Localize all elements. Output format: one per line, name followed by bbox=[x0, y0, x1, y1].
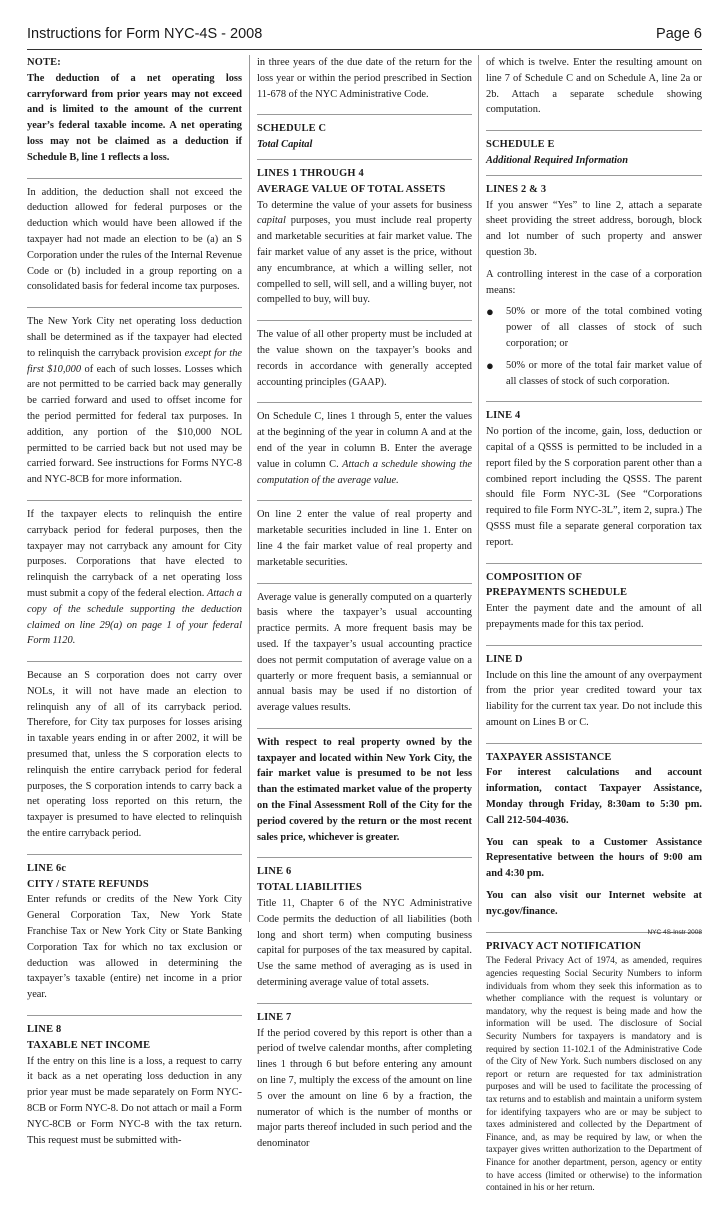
note-heading: NOTE: bbox=[27, 57, 61, 68]
section-heading: CITY / STATE REFUNDS bbox=[27, 878, 149, 890]
page-header bbox=[27, 26, 702, 46]
average-value-section bbox=[257, 590, 472, 729]
s-corp-section bbox=[27, 668, 242, 855]
paragraph: Enter the payment date and the amount of all prepayments made for this tax period. bbox=[486, 603, 702, 630]
privacy-act-section bbox=[486, 939, 702, 1206]
line-8-section bbox=[27, 1022, 242, 1160]
column-divider bbox=[249, 55, 250, 922]
note-text: The deduction of a net operating loss carryforward from prior years may not exceed and is limited to the amount of the current year’s federal taxable income. A net operating loss may not be claimed as a deduction if Schedule B, line 1 reflects a loss. bbox=[27, 72, 242, 163]
bullet-icon: ● bbox=[486, 357, 494, 373]
note-section bbox=[27, 55, 242, 179]
section-heading: LINE D bbox=[486, 653, 523, 665]
line-7-section bbox=[257, 1010, 472, 1164]
paragraph: The value of all other property must be included at the value shown on the taxpayer’s books and records in accordance with generally accepted accounting principles (GAAP). bbox=[257, 329, 472, 388]
section-heading: SCHEDULE E bbox=[486, 139, 555, 151]
section-heading: PRIVACY ACT NOTIFICATION bbox=[486, 940, 642, 952]
paragraph: The New York City net operating loss deduction shall be determined as if the taxpayer had elected to relinquish the carryback provision except for the first $10,000 of each of such losses. Losses which are not permitted to be carried back may generally be carried forward and used to offset income for the period permitted for federal tax purposes. In addition, any portion of the $10,000 NOL permitted to be carried back but not used may be carried forward. See instructions for Forms NYC-8 and NYC-8CB for more information. bbox=[27, 316, 243, 486]
paragraph: If you answer “Yes” to line 2, attach a separate sheet providing the street address, borough, block and lot number of such property and answer question 3b. bbox=[486, 199, 702, 258]
column-1 bbox=[27, 55, 243, 1146]
section-heading: LINES 2 & 3 bbox=[486, 183, 547, 195]
nol-carryback-section bbox=[27, 314, 242, 501]
paragraph: The Federal Privacy Act of 1974, as amended, requires agencies requesting Social Security Numbers to inform individuals from whom they seek this information as to whether compliance with the request is voluntary or mandatory, why the request is being made and how the information will be used. The disclosure of Social Security Numbers for taxpayers is mandatory and is required by section 11-102.1 of the Administrative Code of the City of New York. Such numbers disclosed on any report or return are requested for tax administration purposes and will be used to facilitate the processing of tax returns and to establish and maintain a uniform system for identifying taxpayers who are or may be subject to taxes administered and collected by the Department of Finance, and, as may be required by law, or when the taxpayer gives written authorization to the Department of Finance for another department, person, agency or entity to have access (limited or otherwise) to the information contained in his or her return. bbox=[486, 955, 702, 1193]
line-2-section bbox=[257, 507, 472, 583]
paragraph: If the entry on this line is a loss, a request to carry it back as a net operating loss deduction in any prior year must be made separately on Form NYC-8CB or Form NYC-8. Do not attach or mail a Form NYC-8CB or Form NYC-8 with the tax return. This request must be submitted with- bbox=[27, 1055, 242, 1146]
header-rule bbox=[27, 49, 702, 50]
bullet-icon: ● bbox=[486, 304, 494, 320]
section-heading: LINE 6c bbox=[27, 862, 67, 874]
schedule-e-section bbox=[486, 137, 702, 176]
section-heading: LINES 1 THROUGH 4 bbox=[257, 167, 364, 179]
bullet-text: 50% or more of the total fair market value of all classes of stock of such corporation. bbox=[506, 359, 702, 387]
footer-code: NYC 4S-Instr 2008 bbox=[647, 929, 702, 936]
column-2 bbox=[257, 55, 472, 1150]
paragraph: In addition, the deduction shall not exceed the deduction allowed for federal purposes or the deduction which would have been allowed if the taxpayer had not made an election to be (a) an S Corporation under the rules of the Internal Revenue Code or (b) included in a group reporting on a consolidated basis for federal income tax purposes. bbox=[27, 186, 242, 293]
paragraph: Enter refunds or credits of the New York City General Corporation Tax, New York State Franchise Tax or New York City or State Banking Corporation Tax for which no tax exclusion or deduction was allowed in determining the taxpayer’s taxable (entire) net income in a prior year. bbox=[27, 894, 242, 1001]
bullet-item bbox=[486, 304, 702, 351]
paragraph: On line 2 enter the value of real property and marketable securities included in line 1. Enter on line 4 the fair market value of real property and marketable securities. bbox=[257, 509, 472, 568]
paragraph: of which is twelve. Enter the resulting amount on line 7 of Schedule C and on Schedule A, line 2a or 2b. Attach a separate schedule showing computation. bbox=[486, 57, 702, 116]
lines-2-3-section bbox=[486, 182, 702, 403]
section-heading: TOTAL LIABILITIES bbox=[257, 882, 362, 894]
line-6c-section bbox=[27, 861, 242, 1016]
line-d-section bbox=[486, 652, 702, 744]
page-number: Page 6 bbox=[656, 26, 702, 42]
nol-section bbox=[27, 185, 242, 309]
section-heading: PREPAYMENTS SCHEDULE bbox=[486, 587, 628, 599]
section-heading: TAXPAYER ASSISTANCE bbox=[486, 751, 612, 763]
paragraph: A controlling interest in the case of a corporation means: bbox=[486, 268, 702, 296]
schedule-c-section bbox=[257, 121, 472, 160]
paragraph: On Schedule C, lines 1 through 5, enter the values at the beginning of the year in column A and at the end of the year in column B. Enter the average value in column C. Attach a schedule showing the computation of the average value. bbox=[257, 411, 472, 486]
section-subheading: Additional Required Information bbox=[486, 154, 629, 166]
bullet-item bbox=[486, 358, 702, 390]
paragraph: For interest calculations and account information, contact Taxpayer Assistance, Monday through Friday, 8:30am to 5:30 pm. Call 212-504-4036. bbox=[486, 767, 702, 826]
section-heading: COMPOSITION OF bbox=[486, 571, 583, 583]
line-4-section bbox=[486, 408, 702, 563]
continued-section bbox=[257, 55, 472, 115]
section-heading: LINE 6 bbox=[257, 866, 292, 878]
paragraph: Because an S corporation does not carry over NOLs, it will not have made an election to relinquish any of all of its carryback period. Therefore, for City tax purposes for losses arising in taxable years ending in or after 2002, it will be presumed that, unless the S corporation elects to relinquish the entire carryback period for federal purposes, the S corporation intends to carry back a net operating loss reported on this return, the taxpayer is presumed to have elected to relinquish the entire carryback period. bbox=[27, 670, 242, 840]
section-subheading: Total Capital bbox=[257, 139, 313, 151]
bullet-text: 50% or more of the total combined voting power of all classes of stock of such corporation; or bbox=[506, 306, 702, 349]
schedule-c-lines-section bbox=[257, 409, 472, 501]
paragraph: Include on this line the amount of any overpayment from the prior year credited toward your tax liability for the current tax year. Do not include this amount on Lines B or C. bbox=[486, 669, 702, 728]
paragraph: No portion of the income, gain, loss, deduction or capital of a QSSS is permitted to be included in a report filed by the S corporation parent other than a combined report including the QSSS. The parent should file Form NYC-3L (See “Corporations required to file Form NYC-3L”, item 2, supra.) The QSSS must file a separate general corporation tax report. bbox=[486, 426, 702, 548]
section-heading: AVERAGE VALUE OF TOTAL ASSETS bbox=[257, 183, 446, 195]
paragraph: To determine the value of your assets for business capital purposes, you must include real property and marketable securities at fair market value. The fair market value of any asset is the price, without any encumbrance, at which a willing seller, not compelled to sell, will sell, and a willing buyer, not compelled to buy, will buy. bbox=[257, 199, 472, 306]
section-heading: LINE 7 bbox=[257, 1011, 292, 1023]
continued-section bbox=[486, 55, 702, 131]
taxpayer-assistance-section bbox=[486, 750, 702, 933]
column-divider bbox=[478, 55, 479, 922]
paragraph: in three years of the due date of the return for the loss year or within the period prescribed in Section 11-678 of the NYC Administrative Code. bbox=[257, 57, 472, 100]
paragraph: Title 11, Chapter 6 of the NYC Administrative Code permits the deduction of all liabilities (both long and short term) when computing business capital for purposes of the tax measured by capital. Use the same method of averaging as is used in determining average value of total assets. bbox=[257, 898, 472, 989]
paragraph: If the taxpayer elects to relinquish the entire carryback period for federal purposes, then the taxpayer may not carryback any amount for City purposes. Corporations that have elected to relinquish the carryback of a net operating loss must submit a copy of the federal election. Attach a copy of the schedule supporting the deduction claimed on line 29(a) on page 1 of your federal Form 1120. bbox=[27, 508, 242, 647]
real-property-section bbox=[257, 735, 472, 859]
section-heading: LINE 4 bbox=[486, 410, 521, 422]
paragraph: You can speak to a Customer Assistance Representative between the hours of 9:00 am and 4:30 pm. bbox=[486, 836, 702, 880]
line-6-section bbox=[257, 864, 472, 1003]
lines-1-4-section bbox=[257, 166, 472, 321]
relinquish-section bbox=[27, 507, 242, 662]
prepayments-section bbox=[486, 570, 702, 646]
paragraph: If the period covered by this report is other than a period of twelve calendar months, after completing lines 1 through 6 but before entering any amount on line 7, multiply the excess of the amount on line 5 over the amount on line 6 by a fraction, the numerator of which is the number of months or major parts thereof included in such period and the denominator bbox=[257, 1027, 472, 1150]
paragraph: You can also visit our Internet website at nyc.gov/finance. bbox=[486, 890, 702, 917]
section-heading: SCHEDULE C bbox=[257, 123, 327, 135]
form-title: Instructions for Form NYC-4S - 2008 bbox=[27, 26, 263, 42]
section-heading: TAXABLE NET INCOME bbox=[27, 1039, 151, 1051]
section-heading: LINE 8 bbox=[27, 1024, 62, 1036]
paragraph: Average value is generally computed on a quarterly basis where the taxpayer’s usual accounting practice permits. A more frequent basis may be used. If the taxpayer’s usual accounting practice does not permit computation of average value on a quarterly or more frequent basis, a semiannual or annual basis may be used if no distortion of average values results. bbox=[257, 591, 472, 714]
gaap-section bbox=[257, 327, 472, 403]
paragraph: With respect to real property owned by the taxpayer and located within New York City, the fair market value is presumed to be not less than the estimated market value of the property on the Final Assessment Roll of the City for the period covered by the return or the most recent sales price, whichever is greater. bbox=[257, 736, 472, 843]
